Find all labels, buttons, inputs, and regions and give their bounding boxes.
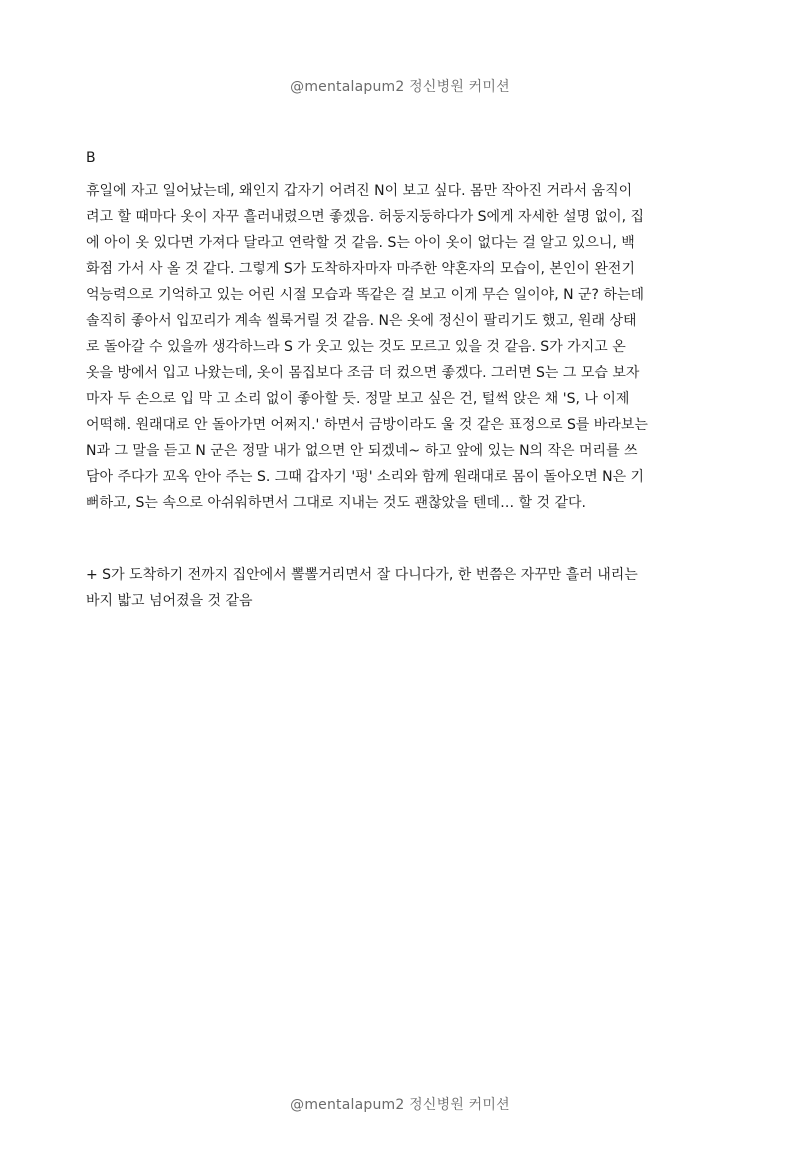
paragraph-line: 려고 할 때마다 옷이 자꾸 흘러내렸으면 좋겠음. 허둥지둥하다가 S에게 자세한 설명 없이, 집 bbox=[86, 209, 645, 225]
paragraph-line: 에 아이 옷 있다면 가져다 달라고 연락할 것 같음. S는 아이 옷이 없다는 걸 알고 있으니, 백 bbox=[86, 235, 635, 251]
paragraph-line: 화점 가서 사 올 것 같다. 그렇게 S가 도착하자마자 마주한 약혼자의 모습이, 본인이 완전기 bbox=[86, 261, 635, 277]
addendum-paragraph bbox=[86, 562, 726, 614]
paragraph-line: 솔직히 좋아서 입꼬리가 계속 씰룩거릴 것 같음. N은 옷에 정신이 팔리기도 했고, 원래 상태 bbox=[86, 313, 637, 329]
paragraph-line: 어떡해. 원래대로 안 돌아가면 어쩌지.' 하면서 금방이라도 울 것 같은 표정으로 S를 바라보는 bbox=[86, 417, 648, 433]
paragraph-line: 옷을 방에서 입고 나왔는데, 옷이 몸집보다 조금 더 컸으면 좋겠다. 그러면 S는 그 모습 보자 bbox=[86, 365, 640, 381]
page-footer-watermark: @mentalapum2 정신병원 커미션 bbox=[290, 1097, 510, 1113]
paragraph-line: + S가 도착하기 전까지 집안에서 뽈뽈거리면서 잘 다니다가, 한 번쯤은 자꾸만 흘러 내리는 bbox=[86, 567, 638, 583]
paragraph-line: 담아 주다가 꼬옥 안아 주는 S. 그때 갑자기 '펑' 소리와 함께 원래대로 몸이 돌아오면 N은 기 bbox=[86, 469, 645, 485]
paragraph-line: 로 돌아갈 수 있을까 생각하느라 S 가 웃고 있는 것도 모르고 있을 것 같음. S가 가지고 온 bbox=[86, 339, 626, 355]
page-header-watermark: @mentalapum2 정신병원 커미션 bbox=[290, 79, 510, 95]
paragraph-line: 바지 밟고 넘어졌을 것 같음 bbox=[86, 593, 253, 609]
paragraph-line: N과 그 말을 듣고 N 군은 정말 내가 없으면 안 되겠네~ 하고 앞에 있는 N의 작은 머리를 쓰 bbox=[86, 443, 638, 459]
paragraph-line: 휴일에 자고 일어났는데, 왜인지 갑자기 어려진 N이 보고 싶다. 몸만 작아진 거라서 움직이 bbox=[86, 183, 633, 199]
paragraph-line: 억능력으로 기억하고 있는 어린 시절 모습과 똑같은 걸 보고 이게 무슨 일이야, N 군? 하는데 bbox=[86, 287, 644, 303]
section-label: B bbox=[86, 150, 96, 166]
paragraph-line: 뻐하고, S는 속으로 아쉬워하면서 그대로 지내는 것도 괜찮았을 텐데… 할 것 같다. bbox=[86, 495, 586, 511]
paragraph-line: 마자 두 손으로 입 막 고 소리 없이 좋아할 듯. 정말 보고 싶은 건, 털썩 앉은 채 'S, 나 이제 bbox=[86, 391, 630, 407]
body-paragraph bbox=[86, 178, 726, 516]
